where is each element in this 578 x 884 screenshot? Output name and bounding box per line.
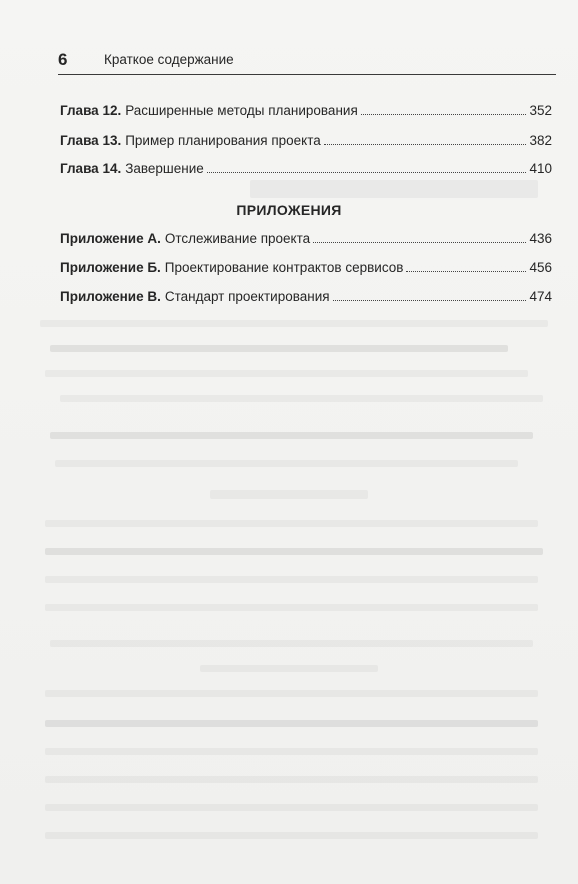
bleed-through-mark [45, 748, 538, 755]
bleed-through-mark [45, 804, 538, 811]
running-header [58, 44, 556, 75]
bleed-through-mark [45, 576, 538, 583]
toc-entry-page: 410 [529, 161, 552, 176]
running-title: Краткое содержание [104, 52, 234, 67]
toc-entry-title: Завершение [125, 161, 204, 176]
toc-entry-chapter-13 [60, 132, 552, 152]
bleed-through-mark [55, 460, 518, 467]
toc-entry-prefix: Глава 14. [60, 161, 122, 176]
leader-dots [313, 230, 526, 243]
bleed-through-mark [45, 604, 538, 611]
toc-entry-prefix: Приложение В. [60, 289, 161, 304]
bleed-through-mark [45, 720, 538, 727]
bleed-through-mark [45, 776, 538, 783]
toc-entry-title: Проектирование контрактов сервисов [164, 260, 404, 275]
leader-dots [361, 102, 527, 115]
toc-entry-prefix: Приложение А. [60, 231, 161, 246]
leader-dots [207, 160, 527, 173]
bleed-through-mark [50, 640, 533, 647]
bleed-through-mark [50, 345, 508, 352]
bleed-through-mark [45, 690, 538, 697]
leader-dots [324, 132, 527, 145]
bleed-through-mark [45, 832, 538, 839]
bleed-through-mark [200, 665, 378, 672]
toc-entry-page: 382 [529, 133, 552, 148]
toc-entry-appendix-v [60, 288, 552, 308]
leader-dots [406, 259, 526, 272]
toc-entry-appendix-b [60, 259, 552, 279]
toc-entry-chapter-14 [60, 160, 552, 180]
toc-entry-title: Пример планирования проекта [125, 133, 321, 148]
toc-entry-title: Расширенные методы планирования [125, 103, 358, 118]
toc-entry-title: Отслеживание проекта [164, 231, 311, 246]
page-number: 6 [58, 50, 68, 69]
toc-entry-page: 456 [529, 260, 552, 275]
toc-entry-prefix: Глава 13. [60, 133, 122, 148]
bleed-through-mark [50, 432, 533, 439]
bleed-through-mark [210, 490, 368, 499]
toc-entry-prefix: Приложение Б. [60, 260, 161, 275]
bleed-through-mark [250, 180, 538, 198]
bleed-through-mark [60, 395, 543, 402]
toc-entry-title: Стандарт проектирования [164, 289, 330, 304]
leader-dots [333, 288, 527, 301]
toc-entry-prefix: Глава 12. [60, 103, 122, 118]
toc-entry-page: 352 [529, 103, 552, 118]
toc-entry-page: 436 [529, 231, 552, 246]
appendix-section-title: ПРИЛОЖЕНИЯ [236, 202, 342, 218]
toc-entry-page: 474 [529, 289, 552, 304]
toc-entry-chapter-12 [60, 102, 552, 122]
bleed-through-mark [45, 370, 528, 377]
bleed-through-mark [45, 520, 538, 527]
bleed-through-mark [45, 548, 543, 555]
toc-entry-appendix-a [60, 230, 552, 250]
bleed-through-mark [40, 320, 548, 327]
